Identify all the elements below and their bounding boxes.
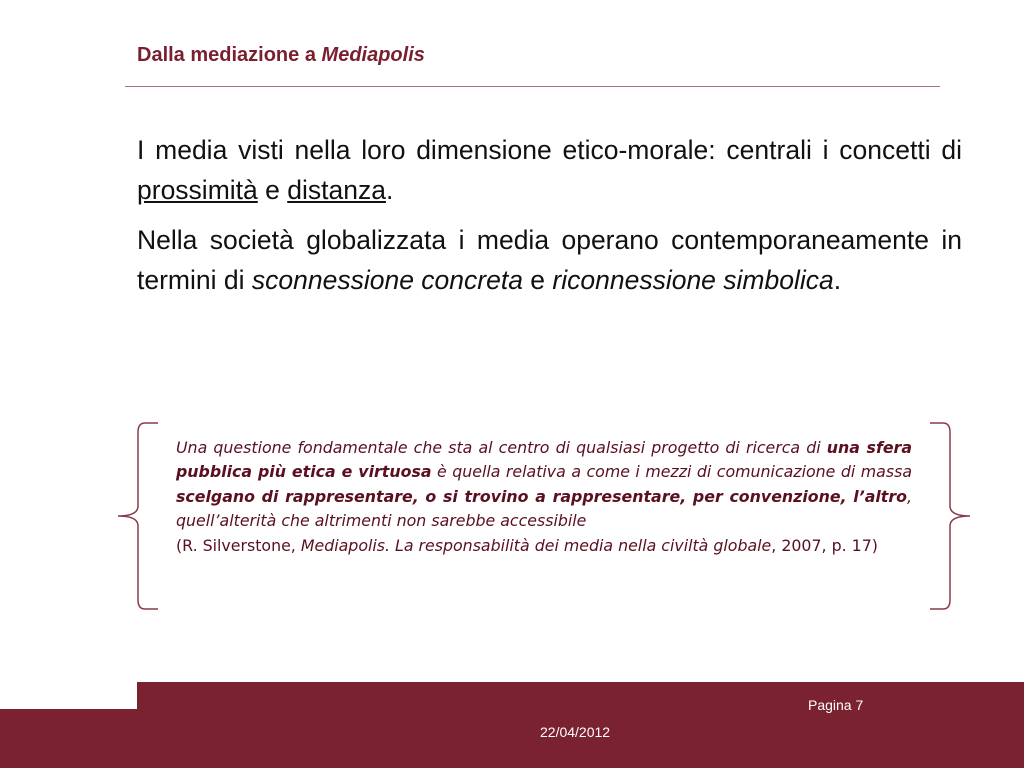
quote-text [176,436,912,534]
slide-title [137,44,425,67]
title-emphasis: Mediapolis [321,44,425,66]
title-divider [125,86,940,87]
right-brace [926,420,976,612]
p2-italic-sconnessione: sconnessione concreta [251,265,523,295]
citation-year: , 2007, p. 17) [771,535,878,555]
quote-bold-1: una sfera pubblica più etica e virtuosa [176,438,913,482]
quote-part-3: , quell’alterità che altrimenti non sarebbe accessibile [176,486,912,531]
quote-citation [176,534,912,558]
quote-block [176,436,912,558]
citation-title: Mediapolis. La responsabilità dei media nella civiltà globale [300,535,772,555]
title-prefix: Dalla mediazione a [137,44,316,66]
p2-text-c: . [833,265,842,295]
page-number: Pagina 7 [808,697,864,713]
p2-italic-riconnessione: riconnessione simbolica [552,265,834,295]
paragraph-1 [137,130,962,210]
p2-text-a: Nella società globalizzata i media operano contemporaneamente in termini di [137,225,962,295]
p1-text-c: . [385,175,394,205]
quote-part-1: Una questione fondamentale che sta al centro di qualsiasi progetto di ricerca di [176,438,827,457]
p1-underlined-distanza: distanza [287,175,386,205]
p1-text-b: e [257,175,288,205]
p2-text-b: e [522,265,553,295]
p1-underlined-prossimita: prossimità [137,175,258,205]
footer-left-block [0,709,137,768]
left-brace [112,420,162,612]
p1-text-a: I media visti nella loro dimensione etico-morale: centrali i concetti di [137,135,962,165]
footer-date: 22/04/2012 [540,724,611,740]
body-text [137,130,962,310]
paragraph-2 [137,220,962,300]
quote-bold-2: scelgano di rappresentare, o si trovino a rappresentare, per convenzione, l’altro [176,486,907,506]
quote-part-2: è quella relativa a come i mezzi di comunicazione di massa [431,462,912,482]
citation-author: (R. Silverstone, [176,535,301,555]
